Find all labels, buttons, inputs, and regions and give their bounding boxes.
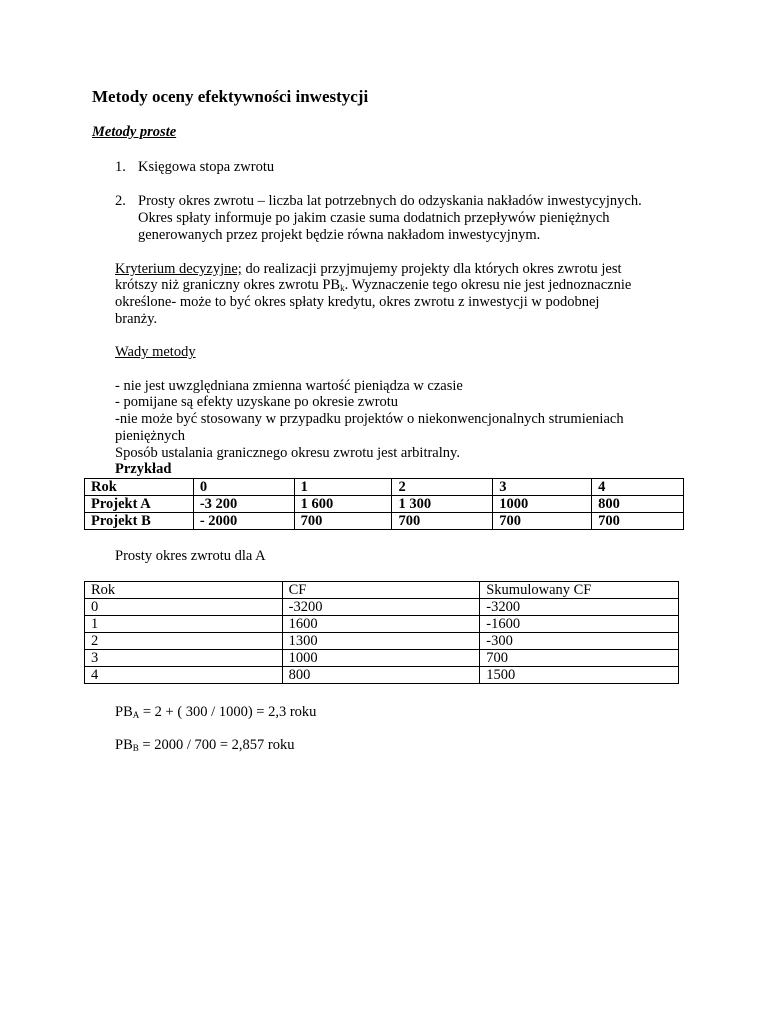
table-cell: -3200: [282, 599, 480, 616]
table-cell: 700: [294, 513, 392, 530]
table-cell: 1000: [493, 496, 592, 513]
table-cell: 700: [592, 513, 684, 530]
table-cell: 4: [592, 479, 684, 496]
table-cell: - 2000: [193, 513, 294, 530]
list-item-text: Prosty okres zwrotu – liczba lat potrzebnych do odzyskania nakładów inwestycyjnych.: [138, 193, 642, 209]
criterion-subscript: k: [340, 283, 345, 293]
formula-text: PB: [115, 704, 133, 720]
table-cell: 3: [493, 479, 592, 496]
table-cell: Rok: [85, 582, 283, 599]
table-cell: -3200: [480, 599, 679, 616]
table-row: [85, 513, 684, 530]
list-item-text: Księgowa stopa zwrotu: [138, 159, 275, 175]
table-cell: -1600: [480, 616, 679, 633]
table-cell: Projekt A: [85, 496, 194, 513]
formula-text: PB: [115, 737, 133, 753]
table-row: [85, 633, 679, 650]
criterion-text: do realizacji przyjmujemy projekty dla których okres zwrotu jest: [241, 261, 622, 277]
table-cell: -300: [480, 633, 679, 650]
list-number: 2.: [115, 193, 126, 209]
table-cell: 700: [493, 513, 592, 530]
table-cell: 1600: [282, 616, 480, 633]
criterion-text: krótszy niż graniczny okres zwrotu PB: [115, 277, 341, 293]
criterion-line: [115, 277, 631, 294]
table-cell: 800: [282, 667, 480, 684]
table-cell: 2: [85, 633, 283, 650]
table-row: [85, 496, 684, 513]
formula-pb-b: [115, 737, 294, 754]
flaw-item: Sposób ustalania granicznego okresu zwrotu jest arbitralny.: [115, 445, 460, 461]
table-cell: 1000: [282, 650, 480, 667]
table-row: [85, 616, 679, 633]
flaws-heading: Wady metody: [115, 344, 196, 360]
table-row: [85, 582, 679, 599]
table-cell: Rok: [85, 479, 194, 496]
table-cell: 1 600: [294, 496, 392, 513]
example-table: [84, 478, 684, 530]
table-cell: 4: [85, 667, 283, 684]
document-title: Metody oceny efektywności inwestycji: [92, 87, 369, 106]
table-cell: 1300: [282, 633, 480, 650]
table-cell: 1: [294, 479, 392, 496]
formula-text: = 2000 / 700 = 2,857 roku: [138, 737, 295, 753]
table-cell: Projekt B: [85, 513, 194, 530]
table-cell: 2: [392, 479, 493, 496]
section-subtitle: Metody proste: [92, 124, 177, 140]
table-cell: Skumulowany CF: [480, 582, 679, 599]
table-cell: 0: [193, 479, 294, 496]
flaw-item: - nie jest uwzględniana zmienna wartość pieniądza w czasie: [115, 378, 463, 394]
table-cell: 1: [85, 616, 283, 633]
table-row: [85, 667, 679, 684]
list-item-text: Okres spłaty informuje po jakim czasie suma dodatnich przepływów pieniężnych: [138, 210, 610, 226]
list-item-text: generowanych przez projekt będzie równa nakładom inwestycyjnym.: [138, 227, 541, 243]
criterion-text: . Wyznaczenie tego okresu nie jest jednoznacznie: [344, 277, 632, 293]
table-cell: 700: [480, 650, 679, 667]
payback-heading: Prosty okres zwrotu dla A: [115, 548, 266, 564]
formula-subscript: A: [132, 710, 140, 720]
criterion-line: określone- może to być okres spłaty kredytu, okres zwrotu z inwestycji w podobnej: [115, 294, 600, 310]
criterion-label: Kryterium decyzyjne;: [115, 261, 242, 277]
payback-table: [84, 581, 679, 684]
table-cell: 1 300: [392, 496, 493, 513]
criterion-line: [115, 261, 622, 278]
table-cell: -3 200: [193, 496, 294, 513]
criterion-line: branży.: [115, 311, 158, 327]
table-cell: 700: [392, 513, 493, 530]
table-cell: 1500: [480, 667, 679, 684]
formula-pb-a: [115, 704, 316, 721]
table-cell: CF: [282, 582, 480, 599]
table-cell: 0: [85, 599, 283, 616]
flaw-item: - pomijane są efekty uzyskane po okresie zwrotu: [115, 394, 399, 410]
example-heading: Przykład: [115, 461, 172, 477]
list-number: 1.: [115, 159, 126, 175]
table-row: [85, 479, 684, 496]
flaw-item: -nie może być stosowany w przypadku projektów o niekonwencjonalnych strumieniach: [115, 411, 624, 427]
table-cell: 3: [85, 650, 283, 667]
table-cell: 800: [592, 496, 684, 513]
table-row: [85, 599, 679, 616]
flaw-item: pieniężnych: [115, 428, 186, 444]
table-row: [85, 650, 679, 667]
formula-text: = 2 + ( 300 / 1000) = 2,3 roku: [139, 704, 317, 720]
formula-subscript: B: [132, 743, 139, 753]
